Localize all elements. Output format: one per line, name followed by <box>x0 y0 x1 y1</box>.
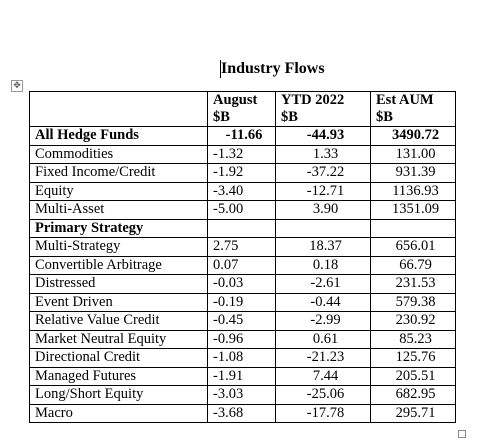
value-cell-aum[interactable]: 682.95 <box>371 386 456 405</box>
value-cell-august[interactable] <box>208 219 276 238</box>
value-cell-ytd[interactable] <box>276 219 371 238</box>
header-cell-august[interactable] <box>208 92 276 127</box>
table-row <box>30 404 456 423</box>
table-row <box>30 293 456 312</box>
table-row <box>30 349 456 368</box>
value-cell-aum[interactable]: 230.92 <box>371 312 456 331</box>
row-label-cell[interactable]: All Hedge Funds <box>30 127 208 146</box>
table-row <box>30 182 456 201</box>
header-august-unit: $B <box>213 109 230 125</box>
value-cell-aum[interactable]: 205.51 <box>371 367 456 386</box>
table-row <box>30 275 456 294</box>
value-cell-ytd[interactable]: 18.37 <box>276 238 371 257</box>
value-cell-ytd[interactable]: -2.99 <box>276 312 371 331</box>
table-row <box>30 201 456 220</box>
value-cell-ytd[interactable]: -0.44 <box>276 293 371 312</box>
value-cell-ytd[interactable]: 0.18 <box>276 256 371 275</box>
industry-flows-table <box>29 91 456 423</box>
value-cell-ytd[interactable]: -44.93 <box>276 127 371 146</box>
row-label-cell[interactable]: Commodities <box>30 145 208 164</box>
row-label-cell[interactable]: Multi-Strategy <box>30 238 208 257</box>
value-cell-aum[interactable]: 656.01 <box>371 238 456 257</box>
row-label-cell[interactable]: Directional Credit <box>30 349 208 368</box>
row-label-cell[interactable]: Convertible Arbitrage <box>30 256 208 275</box>
table-body <box>30 127 456 423</box>
row-label-cell[interactable]: Primary Strategy <box>30 219 208 238</box>
value-cell-ytd[interactable]: -2.61 <box>276 275 371 294</box>
value-cell-ytd[interactable]: -12.71 <box>276 182 371 201</box>
value-cell-august[interactable]: -5.00 <box>208 201 276 220</box>
table-row <box>30 256 456 275</box>
value-cell-ytd[interactable]: 1.33 <box>276 145 371 164</box>
value-cell-august[interactable]: -0.96 <box>208 330 276 349</box>
table-resize-handle-icon[interactable] <box>458 430 466 438</box>
value-cell-aum[interactable]: 85.23 <box>371 330 456 349</box>
value-cell-ytd[interactable]: -21.23 <box>276 349 371 368</box>
row-label-cell[interactable]: Macro <box>30 404 208 423</box>
value-cell-ytd[interactable]: -17.78 <box>276 404 371 423</box>
row-label-cell[interactable]: Equity <box>30 182 208 201</box>
value-cell-august[interactable]: -0.45 <box>208 312 276 331</box>
table-row <box>30 312 456 331</box>
header-cell-ytd[interactable] <box>276 92 371 127</box>
table-row <box>30 367 456 386</box>
value-cell-aum[interactable]: 579.38 <box>371 293 456 312</box>
value-cell-aum[interactable]: 131.00 <box>371 145 456 164</box>
table-row <box>30 219 456 238</box>
table-row <box>30 238 456 257</box>
value-cell-aum[interactable]: 1136.93 <box>371 182 456 201</box>
value-cell-aum[interactable]: 1351.09 <box>371 201 456 220</box>
value-cell-ytd[interactable]: 7.44 <box>276 367 371 386</box>
table-move-handle-icon[interactable]: ✥ <box>11 80 23 92</box>
value-cell-aum[interactable]: 66.79 <box>371 256 456 275</box>
value-cell-august[interactable]: -11.66 <box>208 127 276 146</box>
row-label-cell[interactable]: Fixed Income/Credit <box>30 164 208 183</box>
table-row <box>30 330 456 349</box>
value-cell-august[interactable]: -3.68 <box>208 404 276 423</box>
row-label-cell[interactable]: Event Driven <box>30 293 208 312</box>
table-row <box>30 127 456 146</box>
row-label-cell[interactable]: Long/Short Equity <box>30 386 208 405</box>
value-cell-aum[interactable]: 125.76 <box>371 349 456 368</box>
row-label-cell[interactable]: Distressed <box>30 275 208 294</box>
header-cell-empty[interactable] <box>30 92 208 127</box>
value-cell-aum[interactable]: 3490.72 <box>371 127 456 146</box>
value-cell-ytd[interactable]: -37.22 <box>276 164 371 183</box>
value-cell-august[interactable]: -1.32 <box>208 145 276 164</box>
value-cell-ytd[interactable]: 3.90 <box>276 201 371 220</box>
value-cell-ytd[interactable]: -25.06 <box>276 386 371 405</box>
header-cell-aum[interactable] <box>371 92 456 127</box>
header-row <box>30 92 456 127</box>
row-label-cell[interactable]: Multi-Asset <box>30 201 208 220</box>
header-aum-label: Est AUM <box>376 92 434 108</box>
header-aum-unit: $B <box>376 109 393 125</box>
value-cell-aum[interactable] <box>371 219 456 238</box>
table-row <box>30 386 456 405</box>
value-cell-august[interactable]: -0.19 <box>208 293 276 312</box>
value-cell-august[interactable]: -3.40 <box>208 182 276 201</box>
value-cell-ytd[interactable]: 0.61 <box>276 330 371 349</box>
value-cell-august[interactable]: -0.03 <box>208 275 276 294</box>
value-cell-august[interactable]: -1.91 <box>208 367 276 386</box>
header-ytd-label: YTD 2022 <box>281 92 345 108</box>
value-cell-aum[interactable]: 295.71 <box>371 404 456 423</box>
header-ytd-unit: $B <box>281 109 298 125</box>
value-cell-august[interactable]: 0.07 <box>208 256 276 275</box>
value-cell-aum[interactable]: 931.39 <box>371 164 456 183</box>
value-cell-august[interactable]: -1.08 <box>208 349 276 368</box>
document-title: Industry Flows <box>221 60 325 77</box>
value-cell-august[interactable]: -1.92 <box>208 164 276 183</box>
header-august-label: August <box>213 92 258 108</box>
row-label-cell[interactable]: Managed Futures <box>30 367 208 386</box>
table-row <box>30 164 456 183</box>
value-cell-august[interactable]: 2.75 <box>208 238 276 257</box>
value-cell-aum[interactable]: 231.53 <box>371 275 456 294</box>
row-label-cell[interactable]: Market Neutral Equity <box>30 330 208 349</box>
value-cell-august[interactable]: -3.03 <box>208 386 276 405</box>
row-label-cell[interactable]: Relative Value Credit <box>30 312 208 331</box>
table-row <box>30 145 456 164</box>
